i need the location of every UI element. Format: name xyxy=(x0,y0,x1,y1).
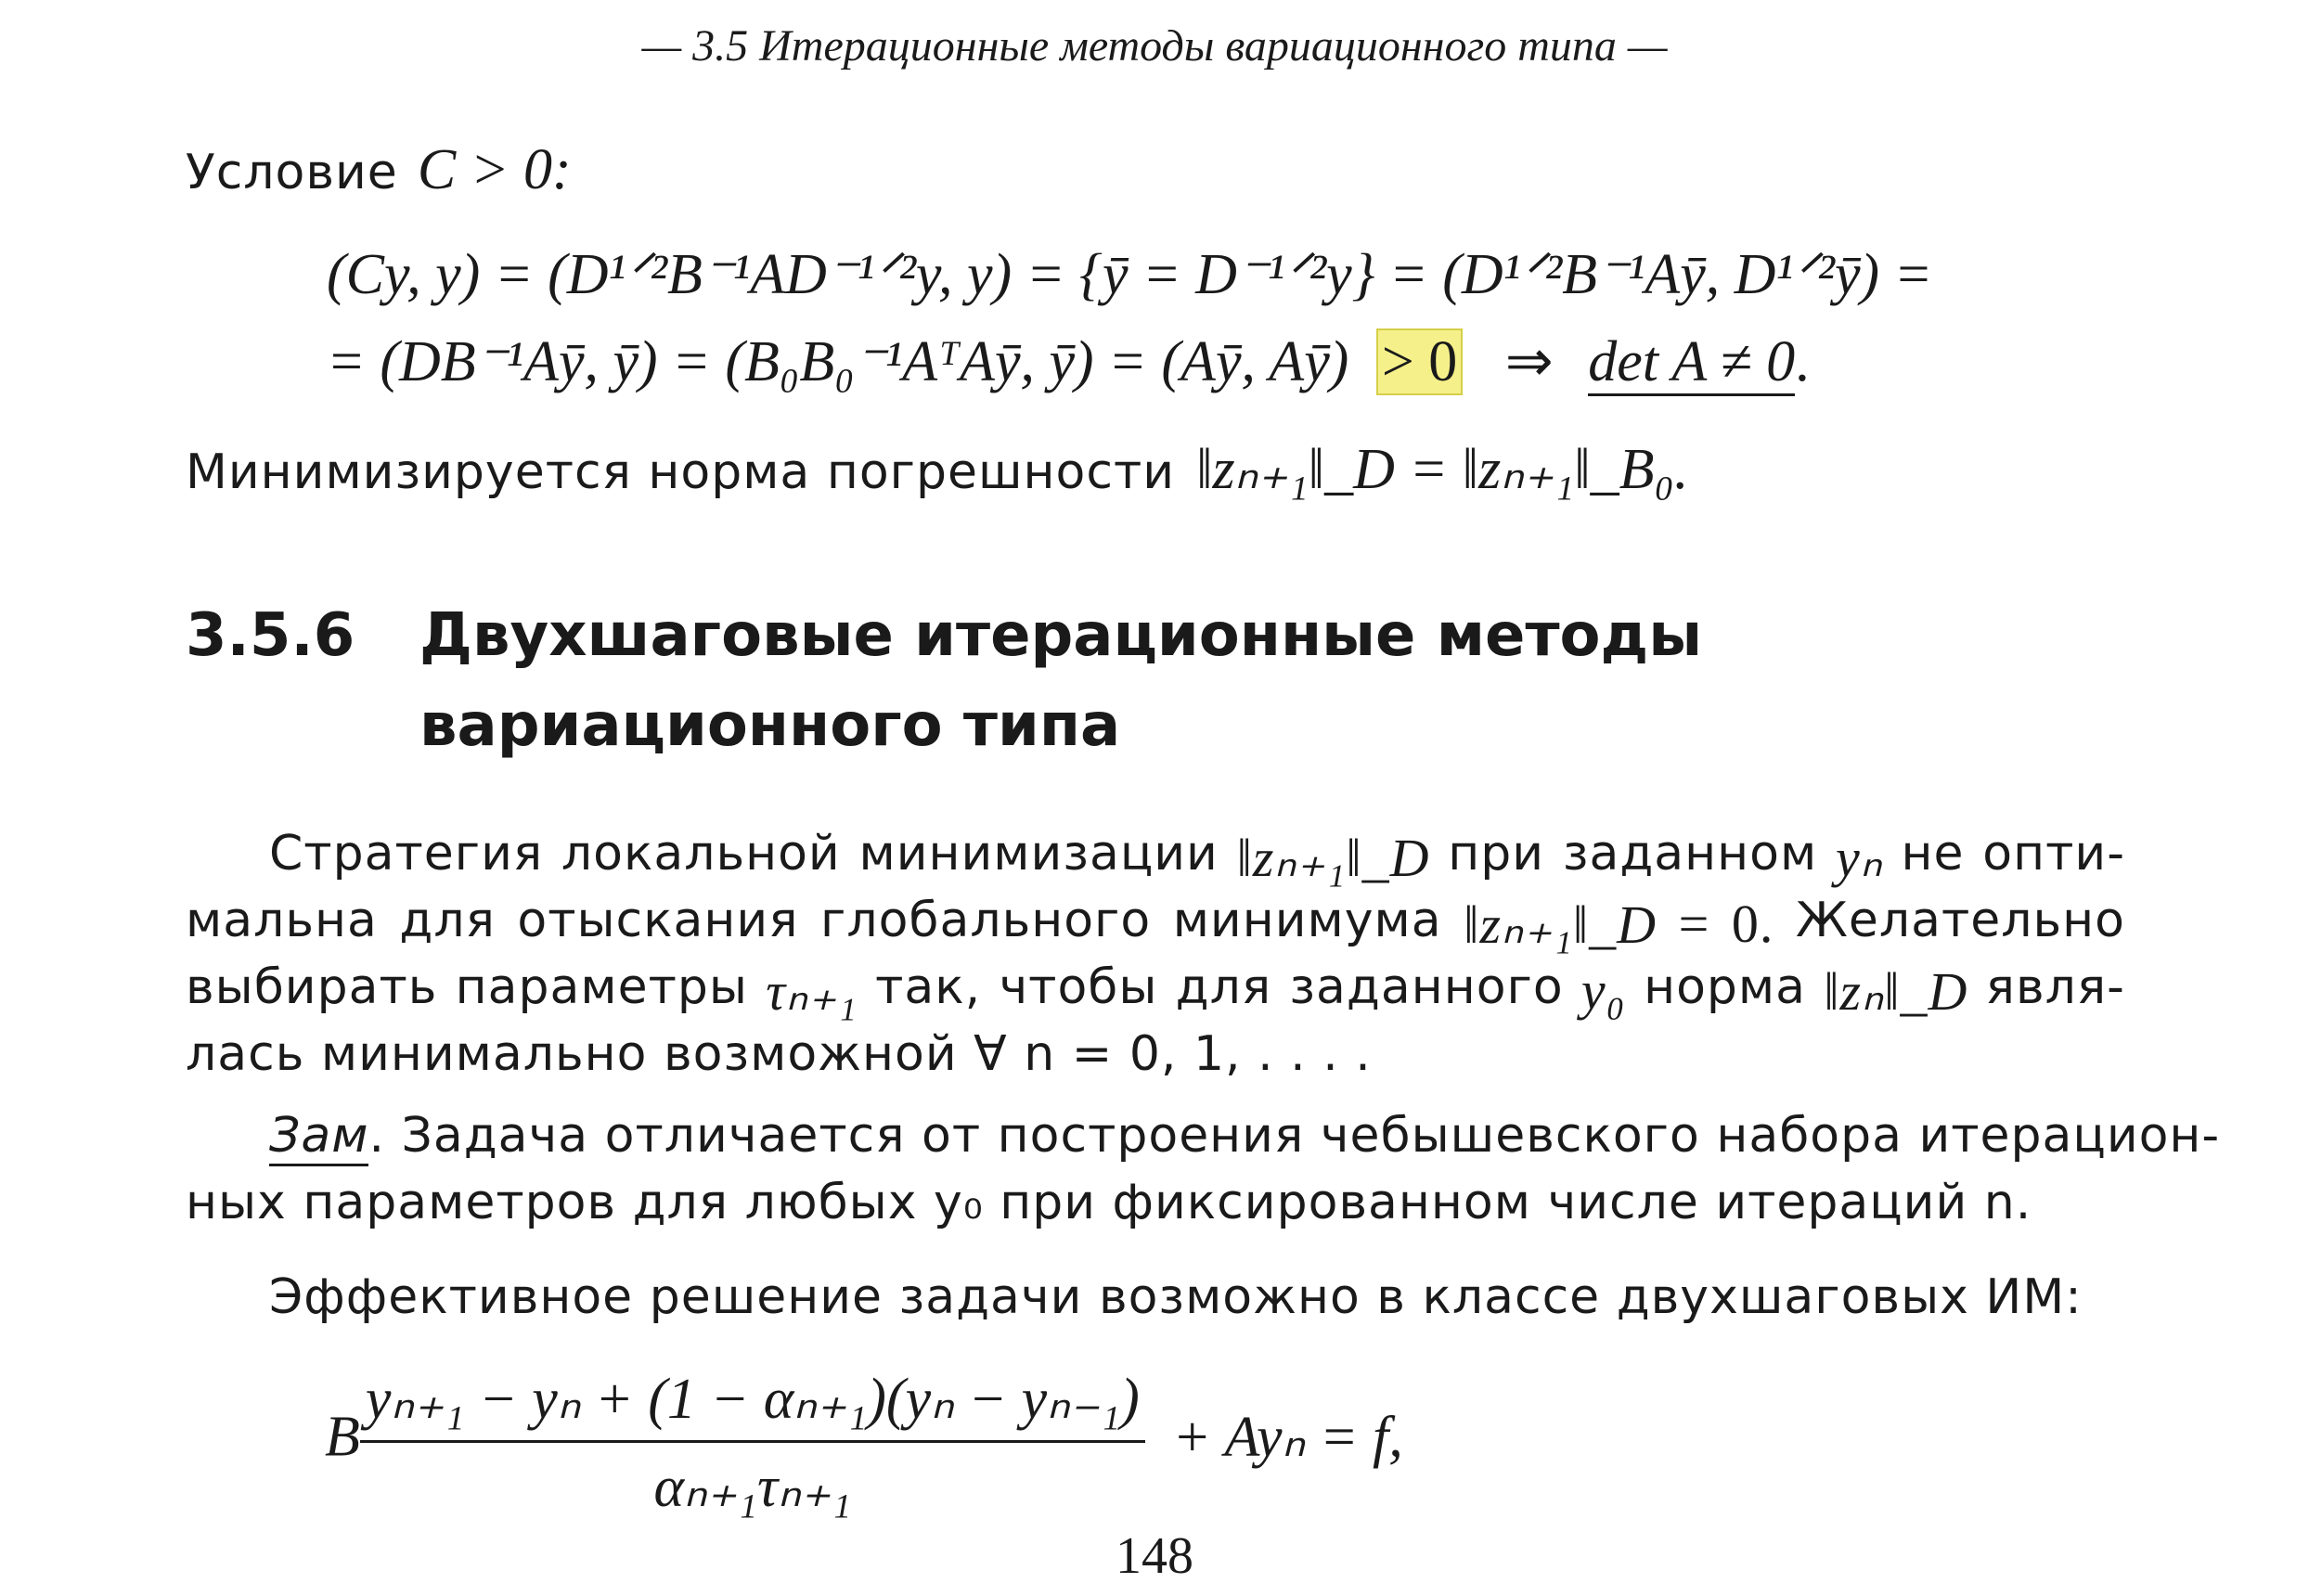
condition-line xyxy=(186,137,572,203)
condition-math: C > 0: xyxy=(417,138,572,201)
equation2-denominator: αₙ₊₁τₙ₊₁ xyxy=(653,1456,852,1519)
word: опти- xyxy=(1982,826,2125,882)
word: не xyxy=(1901,826,1965,882)
equation2-prefix: B xyxy=(325,1405,360,1469)
section-title-line2: вариационного типа xyxy=(419,691,1121,760)
paragraph1-line4: лась минимально возможной ∀ n = 0, 1, . . . . xyxy=(186,1026,1372,1082)
word: заданном xyxy=(1562,826,1818,882)
paragraph2: Эффективное решение задачи возможно в классе двухшаговых ИМ: xyxy=(269,1269,2083,1325)
equation2 xyxy=(325,1364,1403,1521)
word: выбирать xyxy=(186,959,438,1015)
remark-label: Зам xyxy=(269,1108,368,1166)
equation1-period: . xyxy=(1795,330,1810,393)
word: отыскания xyxy=(517,893,799,948)
implies-symbol: ⇒ xyxy=(1504,330,1554,393)
norm-math: ‖zₙ₊₁‖_D xyxy=(1236,828,1430,888)
word: для xyxy=(399,893,496,948)
page-number: 148 xyxy=(1116,1527,1193,1585)
condition-label: Условие xyxy=(186,145,398,200)
paragraph1-line3 xyxy=(186,959,2125,1023)
word: заданного xyxy=(1289,959,1564,1015)
word: при xyxy=(1448,826,1545,882)
y-n-math: yₙ xyxy=(1835,828,1883,888)
word: для xyxy=(1175,959,1272,1015)
word: глобального xyxy=(820,893,1152,948)
remark-line1-text: . Задача отличается от построения чебышевского набора итерацион- xyxy=(368,1108,2221,1164)
y0-math: y₀ xyxy=(1580,960,1626,1021)
zero-value: 0. xyxy=(1731,894,1774,954)
paragraph1-line1 xyxy=(269,826,2125,889)
equation2-suffix: + Ayₙ = f, xyxy=(1172,1405,1403,1469)
equation1-line1: (Cy, y) = (D¹ᐟ²B⁻¹AD⁻¹ᐟ²y, y) = {ȳ = D⁻¹ᐟ²y} = (D¹ᐟ²B⁻¹Aȳ, D¹ᐟ²ȳ) = xyxy=(327,243,1933,306)
equation2-fraction xyxy=(360,1364,1145,1521)
word: мальна xyxy=(186,893,378,948)
equation2-numerator: yₙ₊₁ − yₙ + (1 − αₙ₊₁)(yₙ − yₙ₋₁) xyxy=(360,1364,1145,1443)
tau-math: τₙ₊₁ xyxy=(766,961,858,1022)
minimize-line xyxy=(186,434,1689,503)
section-number: 3.5.6 xyxy=(186,601,355,670)
equals-sign: = xyxy=(1678,894,1710,954)
word: явля- xyxy=(1985,959,2125,1015)
norm-math: ‖zₙ‖_D xyxy=(1824,961,1968,1022)
word: норма xyxy=(1644,959,1807,1015)
minimize-math: ‖zₙ₊₁‖_D = ‖zₙ₊₁‖_B₀. xyxy=(1196,438,1689,501)
word: параметры xyxy=(455,959,748,1015)
equation1-line2 xyxy=(327,327,1810,395)
word: так, xyxy=(875,959,982,1015)
minimize-text: Минимизируется норма погрешности xyxy=(186,444,1176,500)
remark-line2: ных параметров для любых y₀ при фиксированном числе итераций n. xyxy=(186,1175,2032,1230)
paragraph1-line2 xyxy=(186,893,2125,956)
section-title-line1: Двухшаговые итерационные методы xyxy=(419,601,1703,670)
word: Желательно xyxy=(1795,893,2125,948)
running-header: — 3.5 Итерационные методы вариационного типа — xyxy=(641,21,1668,71)
word: минимума xyxy=(1172,893,1442,948)
underlined-determinant: det A ≠ 0 xyxy=(1588,330,1795,396)
word: чтобы xyxy=(999,959,1158,1015)
word: минимизации xyxy=(858,826,1219,882)
word: Стратегия xyxy=(269,826,544,882)
remark-line1 xyxy=(269,1108,2220,1164)
equation1-line2-start: = (DB⁻¹Aȳ, ȳ) = (B₀B₀⁻¹AᵀAȳ, ȳ) = (Aȳ, Aȳ) xyxy=(327,330,1349,393)
norm-math: ‖zₙ₊₁‖_D xyxy=(1464,895,1658,955)
highlighted-inequality: > 0 xyxy=(1376,328,1463,395)
word: локальной xyxy=(561,826,841,882)
